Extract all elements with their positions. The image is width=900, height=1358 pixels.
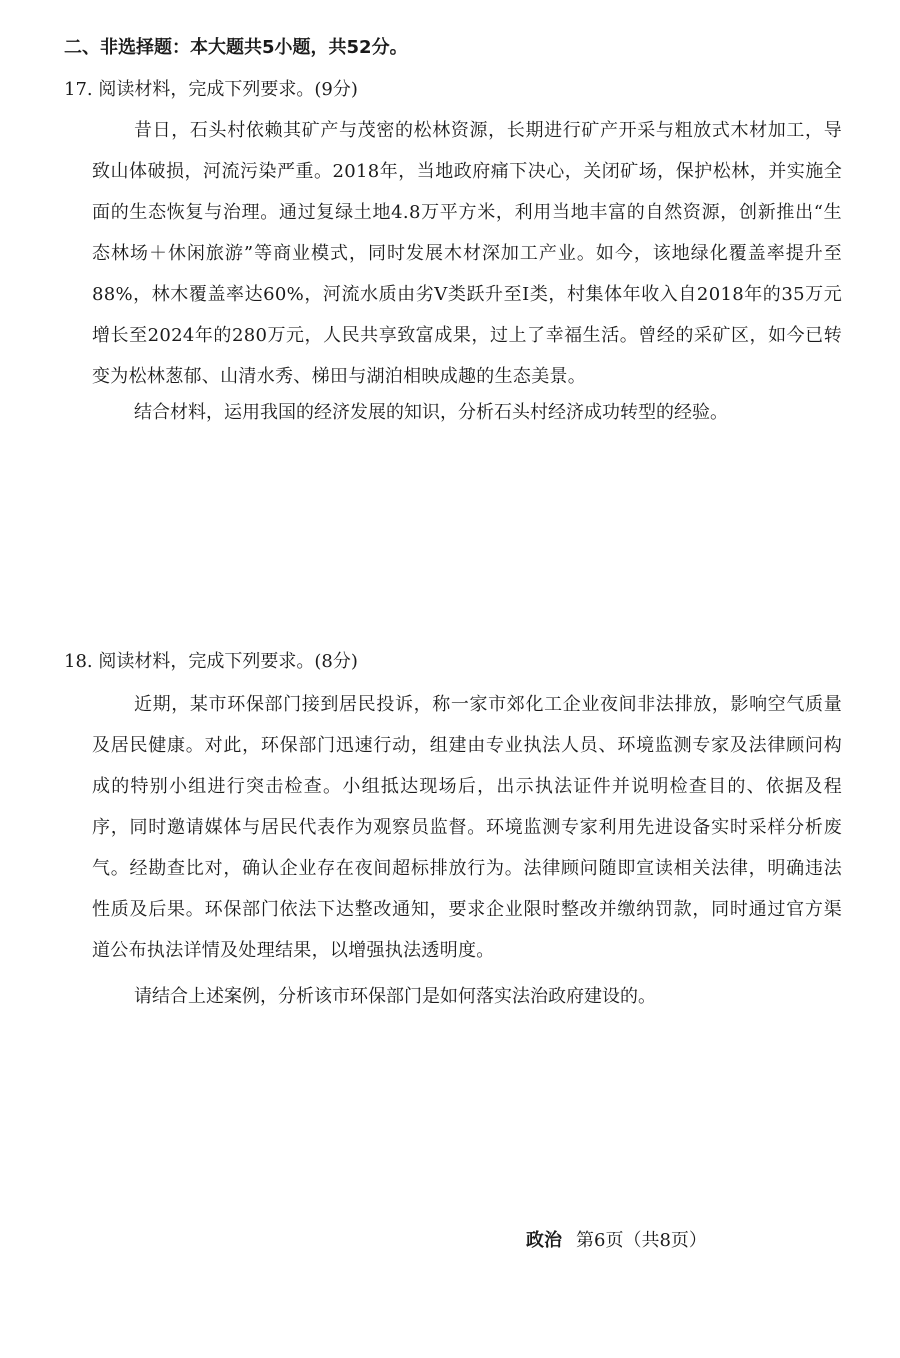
- footer-subject: 政治: [526, 1230, 562, 1251]
- question-17-material: 昔日，石头村依赖其矿产与茂密的松林资源，长期进行矿产开采与粗放式木材加工，导致山体破损，河流污染严重。2018年，当地政府痛下决心，关闭矿场，保护松林，并实施全面的生态恢复与治理。通过复绿土地4.8万平方米，利用当地丰富的自然资源，创新推出“生态林场＋休闲旅游”等商业模式，同时发展木材深加工产业。如今，该地绿化覆盖率提升至88%，林木覆盖率达60%，河流水质由劣Ⅴ类跃升至Ⅰ类，村集体年收入自2018年的35万元增长至2024年的280万元，人民共享致富成果，过上了幸福生活。曾经的采矿区，如今已转变为松林葱郁、山清水秀、梯田与湖泊相映成趣的生态美景。: [92, 120, 842, 387]
- question-18-title: 18. 阅读材料，完成下列要求。(8分): [64, 651, 358, 672]
- footer-page-info: 第6页（共8页）: [576, 1230, 707, 1251]
- question-17-prompt: 结合材料，运用我国的经济发展的知识，分析石头村经济成功转型的经验。: [134, 402, 728, 423]
- question-17-title: 17. 阅读材料，完成下列要求。(9分): [64, 79, 358, 100]
- question-18-prompt: 请结合上述案例，分析该市环保部门是如何落实法治政府建设的。: [134, 986, 656, 1007]
- question-18-material: 近期，某市环保部门接到居民投诉，称一家市郊化工企业夜间非法排放，影响空气质量及居民健康。对此，环保部门迅速行动，组建由专业执法人员、环境监测专家及法律顾问构成的特别小组进行突击检查。小组抵达现场后，出示执法证件并说明检查目的、依据及程序，同时邀请媒体与居民代表作为观察员监督。环境监测专家利用先进设备实时采样分析废气。经勘查比对，确认企业存在夜间超标排放行为。法律顾问随即宣读相关法律，明确违法性质及后果。环保部门依法下达整改通知，要求企业限时整改并缴纳罚款，同时通过官方渠道公布执法详情及处理结果，以增强执法透明度。: [92, 694, 842, 961]
- page-footer: [526, 1227, 707, 1255]
- section-heading: 二、非选择题：本大题共5小题，共52分。: [64, 37, 408, 58]
